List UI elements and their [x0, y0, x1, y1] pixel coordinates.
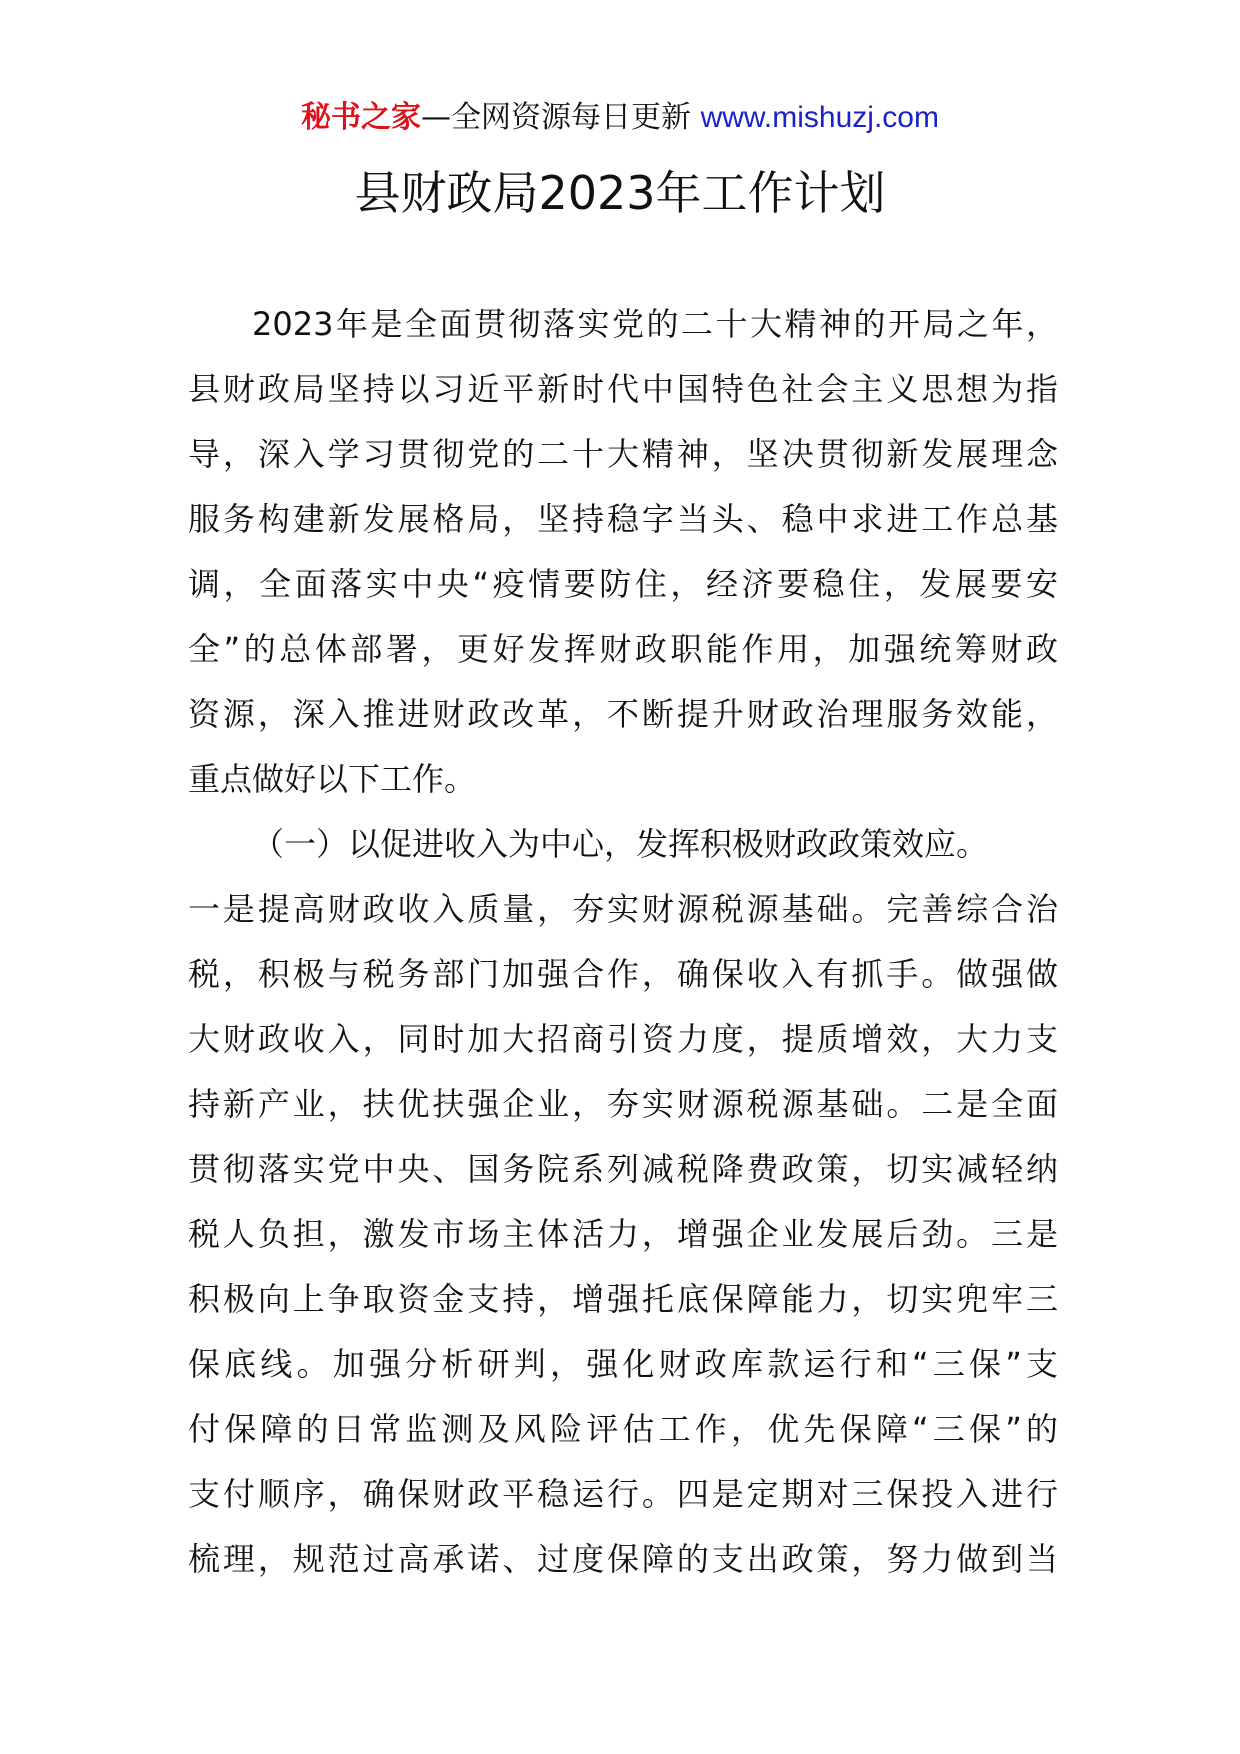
body-line: 梳理，规范过高承诺、过度保障的支出政策，努力做到当	[188, 1540, 1058, 1578]
body-line: 全”的总体部署，更好发挥财政职能作用，加强统筹财政	[188, 630, 1058, 668]
body-line: 支付顺序，确保财政平稳运行。四是定期对三保投入进行	[188, 1475, 1058, 1513]
body-line: 县财政局坚持以习近平新时代中国特色社会主义思想为指	[188, 370, 1058, 408]
body-line: 积极向上争取资金支持，增强托底保障能力，切实兜牢三	[188, 1280, 1058, 1318]
body-line: 调，全面落实中央“疫情要防住，经济要稳住，发展要安	[188, 565, 1058, 603]
brand-name: 秘书之家	[301, 100, 422, 135]
body-line: 导，深入学习贯彻党的二十大精神，坚决贯彻新发展理念	[188, 435, 1058, 473]
document-body	[188, 292, 1058, 1592]
section-heading: （一）以促进收入为中心，发挥积极财政政策效应。	[252, 825, 989, 863]
body-line: 重点做好以下工作。	[188, 760, 477, 798]
header-slogan: —全网资源每日更新	[421, 100, 701, 135]
body-line: 服务构建新发展格局，坚持稳字当头、稳中求进工作总基	[188, 500, 1058, 538]
body-line: 一是提高财政收入质量，夯实财源税源基础。完善综合治	[188, 890, 1058, 928]
body-line: 贯彻落实党中央、国务院系列减税降费政策，切实减轻纳	[188, 1150, 1058, 1188]
body-line: 税人负担，激发市场主体活力，增强企业发展后劲。三是	[188, 1215, 1058, 1253]
body-line: 保底线。加强分析研判，强化财政库款运行和“三保”支	[188, 1345, 1058, 1383]
body-line: 持新产业，扶优扶强企业，夯实财源税源基础。二是全面	[188, 1085, 1058, 1123]
body-line: 资源，深入推进财政改革，不断提升财政治理服务效能，	[188, 695, 1058, 733]
body-line: 付保障的日常监测及风险评估工作，优先保障“三保”的	[188, 1410, 1058, 1448]
body-line: 大财政收入，同时加大招商引资力度，提质增效，大力支	[188, 1020, 1058, 1058]
watermark-header	[0, 98, 1240, 138]
body-line: 2023年是全面贯彻落实党的二十大精神的开局之年，	[252, 305, 1058, 343]
website-link[interactable]: www.mishuzj.com	[700, 101, 939, 134]
document-title: 县财政局2023年工作计划	[354, 166, 886, 220]
body-line: 税，积极与税务部门加强合作，确保收入有抓手。做强做	[188, 955, 1058, 993]
